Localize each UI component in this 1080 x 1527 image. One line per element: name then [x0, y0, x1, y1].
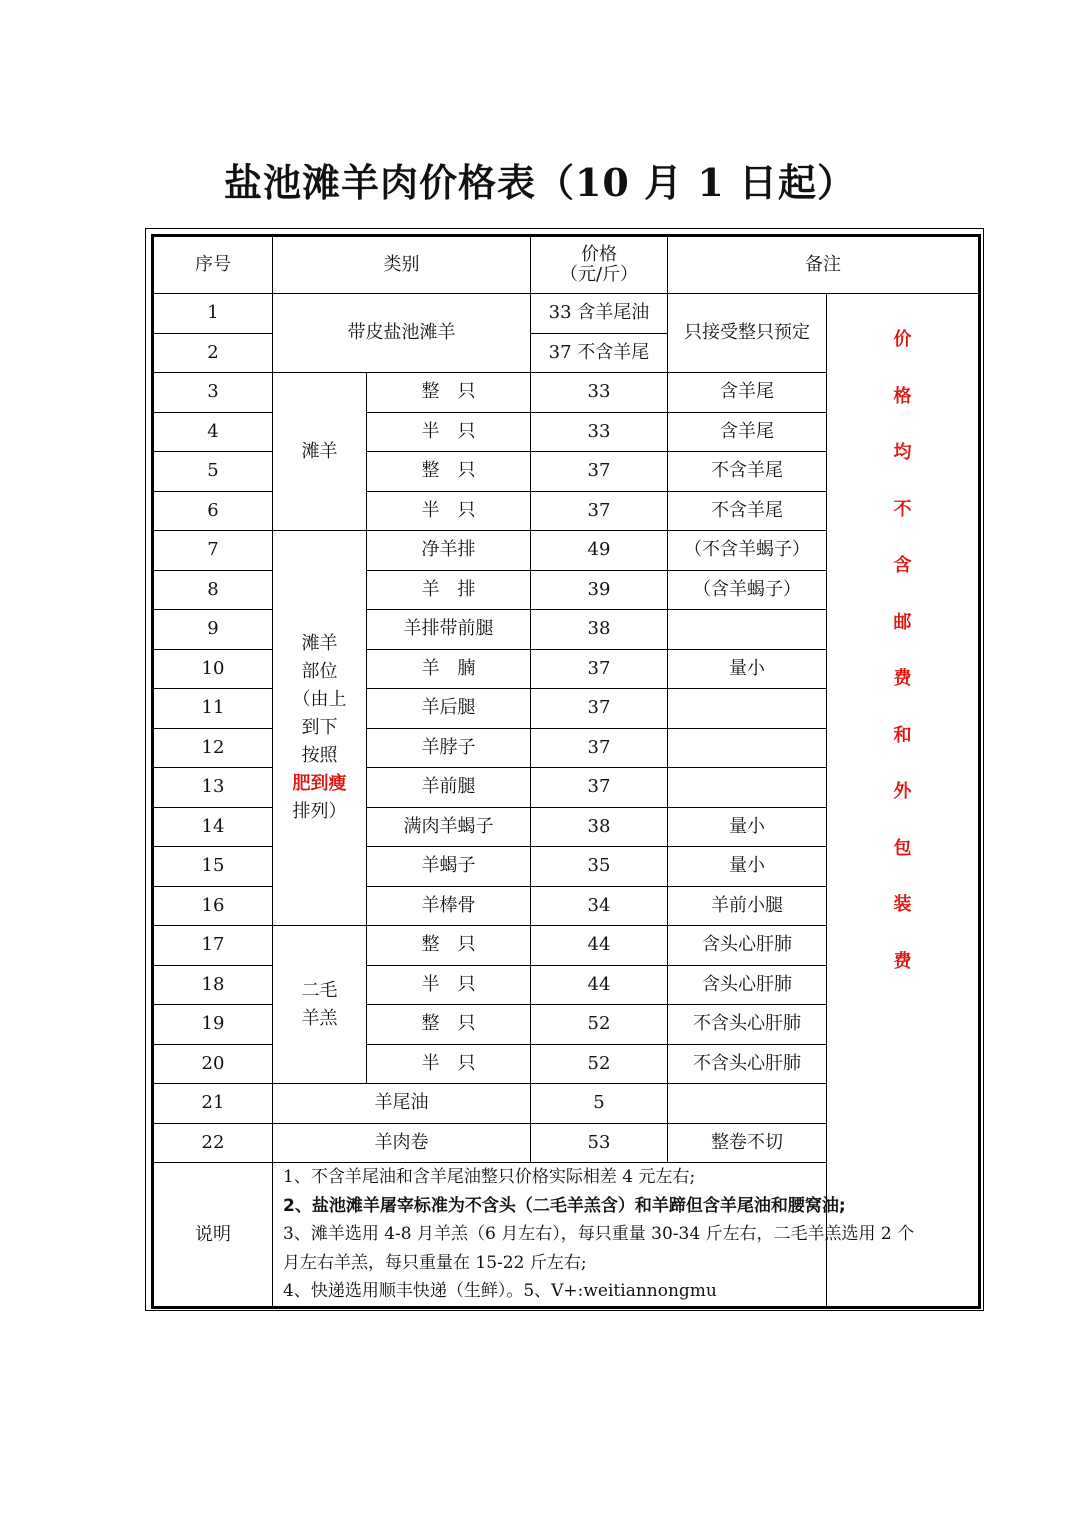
row-category: 羊肉卷	[273, 1123, 531, 1163]
header-price	[531, 236, 668, 294]
row-remark: 含头心肝肺	[668, 926, 827, 966]
row-no: 1	[153, 294, 273, 334]
header-no: 序号	[153, 236, 273, 294]
row-item: 整 只	[367, 926, 531, 966]
header-price-line1: 价格	[581, 244, 617, 266]
notes-label: 说明	[153, 1163, 273, 1308]
row-remark: （含羊蝎子）	[668, 570, 827, 610]
row-no: 6	[153, 491, 273, 531]
row-no: 19	[153, 1005, 273, 1045]
fat-to-lean-highlight: 肥到瘦	[292, 773, 347, 794]
row-no: 20	[153, 1044, 273, 1084]
row-item: 半 只	[367, 412, 531, 452]
row-price: 33 含羊尾油	[531, 294, 668, 334]
price-table	[151, 234, 981, 1309]
row-remark	[668, 1084, 827, 1124]
row-remark	[668, 768, 827, 808]
row-price: 33	[531, 412, 668, 452]
row-remark	[668, 689, 827, 729]
row-item: 羊 排	[367, 570, 531, 610]
page-title: 盐池滩羊肉价格表（10 月 1 日起）	[223, 160, 856, 205]
table-row	[153, 294, 980, 334]
row-item: 羊 腩	[367, 649, 531, 689]
row-price: 44	[531, 965, 668, 1005]
row-no: 10	[153, 649, 273, 689]
row-no: 9	[153, 610, 273, 650]
row-remark: 不含羊尾	[668, 491, 827, 531]
row-category: 羊尾油	[273, 1084, 531, 1124]
row-remark: 羊前小腿	[668, 886, 827, 926]
row-remark: 含头心肝肺	[668, 965, 827, 1005]
header-price-line2: （元/斤）	[559, 264, 639, 285]
row-price: 39	[531, 570, 668, 610]
row-no: 13	[153, 768, 273, 808]
row-item: 满肉羊蝎子	[367, 807, 531, 847]
row-item: 整 只	[367, 452, 531, 492]
row-price: 5	[531, 1084, 668, 1124]
row-item: 半 只	[367, 965, 531, 1005]
row-remark	[668, 728, 827, 768]
row-remark: 量小	[668, 807, 827, 847]
row-price: 37	[531, 768, 668, 808]
row-price: 52	[531, 1005, 668, 1045]
row-price: 37	[531, 491, 668, 531]
notes-row	[153, 1163, 980, 1308]
row-no: 8	[153, 570, 273, 610]
row-item: 羊脖子	[367, 728, 531, 768]
row-remark: 整卷不切	[668, 1123, 827, 1163]
row-category: 带皮盐池滩羊	[273, 294, 531, 373]
row-no: 17	[153, 926, 273, 966]
row-remark	[668, 610, 827, 650]
row-price: 49	[531, 531, 668, 571]
header-remark: 备注	[668, 236, 980, 294]
row-price: 35	[531, 847, 668, 887]
row-remark: 量小	[668, 649, 827, 689]
row-no: 11	[153, 689, 273, 729]
row-no: 3	[153, 373, 273, 413]
note-line-4: 月左右羊羔，每只重量在 15-22 斤左右;	[283, 1252, 587, 1273]
row-no: 18	[153, 965, 273, 1005]
row-item: 羊前腿	[367, 768, 531, 808]
row-no: 4	[153, 412, 273, 452]
row-price: 37	[531, 649, 668, 689]
side-note-price-exclusion: 价 格 均 不 含 邮 费 和 外 包 装 费	[827, 294, 980, 1308]
row-remark: 含羊尾	[668, 412, 827, 452]
notes-content	[273, 1163, 980, 1308]
note-line-3: 3、滩羊选用 4-8 月羊羔（6 月左右），每只重量 30-34 斤左右，二毛羊羔选用 2 个	[283, 1224, 915, 1244]
row-price: 33	[531, 373, 668, 413]
row-remark: 只接受整只预定	[668, 294, 827, 373]
row-no: 22	[153, 1123, 273, 1163]
header-row	[153, 236, 980, 294]
row-no: 5	[153, 452, 273, 492]
row-item: 净羊排	[367, 531, 531, 571]
row-remark: 不含头心肝肺	[668, 1005, 827, 1045]
row-price: 37	[531, 728, 668, 768]
group-parts: 滩羊 部位 （由上 到下 按照 肥到瘦 排列）	[273, 531, 367, 926]
note-line-5: 4、快递选用顺丰快递（生鲜）。5、V+:weitiannongmu	[283, 1281, 717, 1301]
row-price: 38	[531, 610, 668, 650]
row-remark: 量小	[668, 847, 827, 887]
group-ermao-lamb: 二毛 羊羔	[273, 926, 367, 1084]
row-price: 53	[531, 1123, 668, 1163]
row-price: 38	[531, 807, 668, 847]
note-line-1: 1、不含羊尾油和含羊尾油整只价格实际相差 4 元左右;	[283, 1167, 696, 1187]
row-no: 12	[153, 728, 273, 768]
header-category: 类别	[273, 236, 531, 294]
row-price: 37 不含羊尾	[531, 333, 668, 373]
row-no: 2	[153, 333, 273, 373]
row-no: 21	[153, 1084, 273, 1124]
group-tanyang: 滩羊	[273, 373, 367, 531]
row-item: 整 只	[367, 373, 531, 413]
row-item: 羊蝎子	[367, 847, 531, 887]
row-item: 半 只	[367, 1044, 531, 1084]
row-item: 羊棒骨	[367, 886, 531, 926]
row-price: 34	[531, 886, 668, 926]
row-no: 16	[153, 886, 273, 926]
row-no: 15	[153, 847, 273, 887]
row-price: 52	[531, 1044, 668, 1084]
row-item: 羊后腿	[367, 689, 531, 729]
row-remark: （不含羊蝎子）	[668, 531, 827, 571]
row-price: 44	[531, 926, 668, 966]
row-price: 37	[531, 689, 668, 729]
row-item: 羊排带前腿	[367, 610, 531, 650]
row-price: 37	[531, 452, 668, 492]
row-remark: 不含头心肝肺	[668, 1044, 827, 1084]
row-item: 半 只	[367, 491, 531, 531]
row-item: 整 只	[367, 1005, 531, 1045]
row-no: 14	[153, 807, 273, 847]
row-remark: 不含羊尾	[668, 452, 827, 492]
row-no: 7	[153, 531, 273, 571]
row-remark: 含羊尾	[668, 373, 827, 413]
note-line-2: 2、盐池滩羊屠宰标准为不含头（二毛羊羔含）和羊蹄但含羊尾油和腰窝油;	[283, 1195, 846, 1216]
